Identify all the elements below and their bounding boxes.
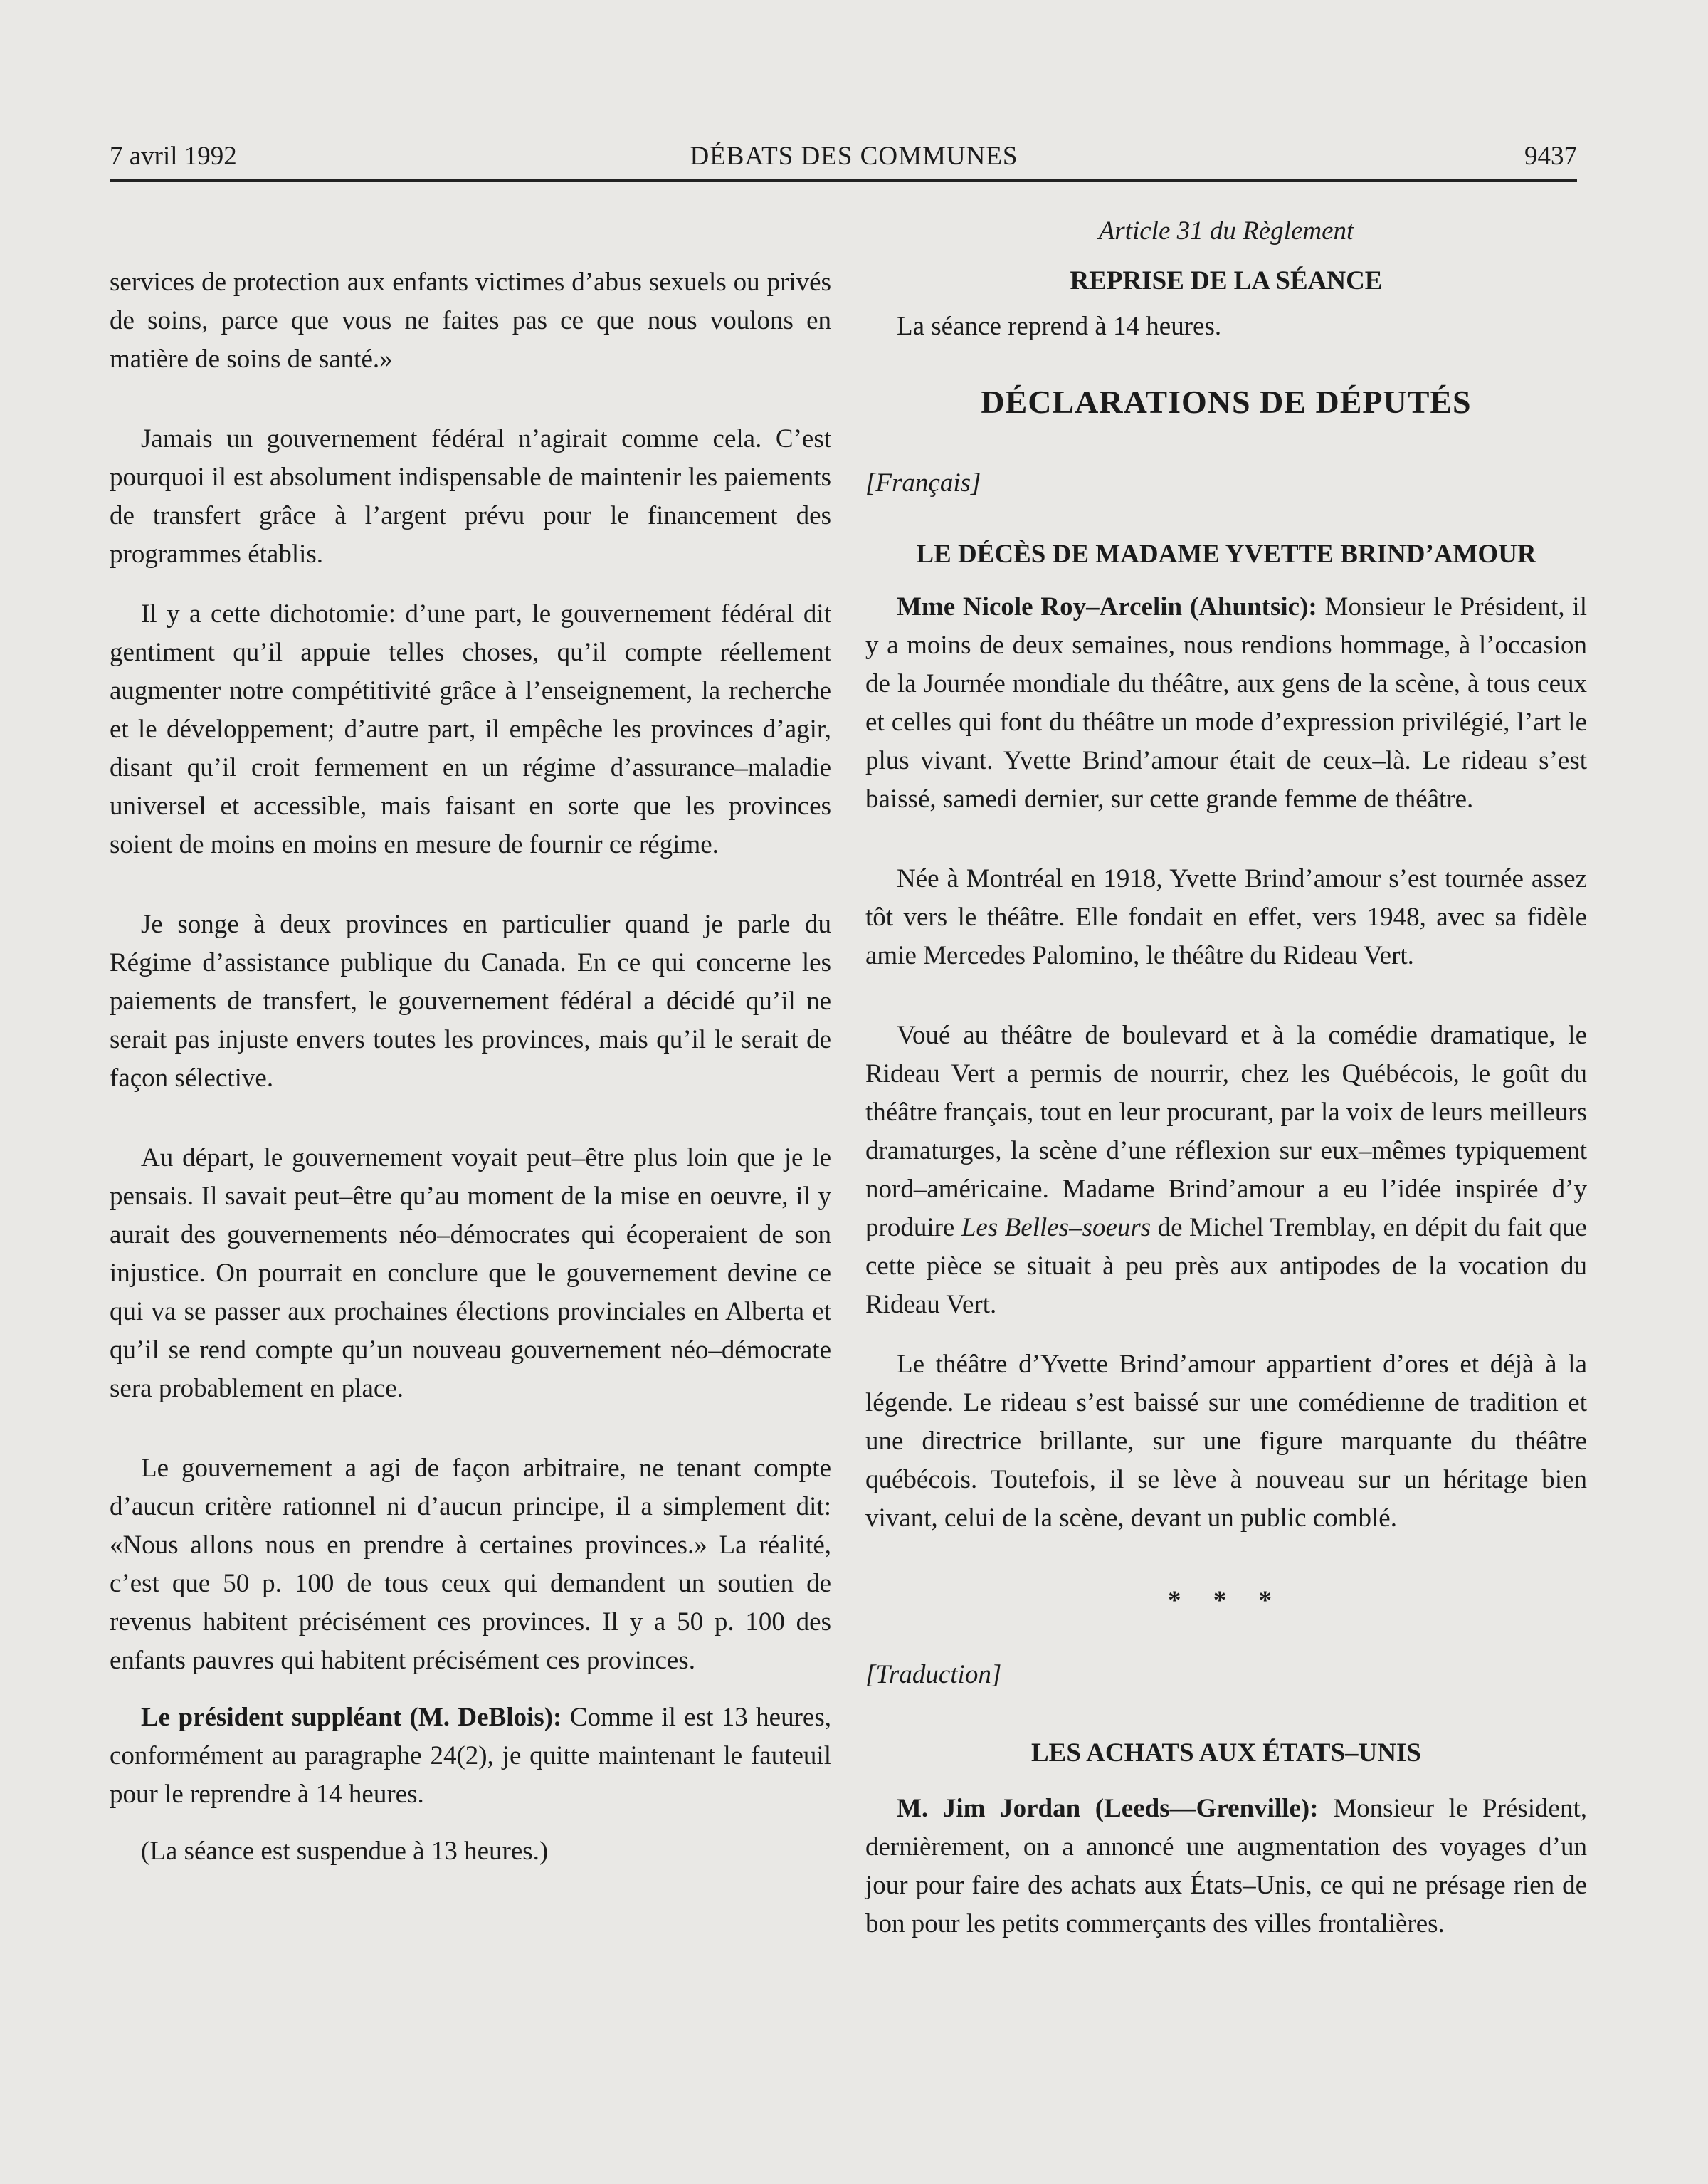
speaker-name: Le président suppléant (M. DeBlois): [141, 1703, 562, 1732]
paragraph: Le théâtre d’Yvette Brind’amour appartient d’ores et déjà à la légende. Le rideau s’est baissé sur une comédienne de tradition et une directrice brillante, sur une figure marquante du théâtre québécois. Toutefois, il se lève à nouveau sur un héritage bien vivant, celui de la scène, devant un public comblé. [865, 1350, 1587, 1533]
paragraph-text: Voué au théâtre de boulevard et à la comédie dramatique, le Rideau Vert a permis de nourrir, chez les Québécois, le goût du théâtre français, tout en leur procurant, par la voix de leurs meilleurs dramaturges, la scène d’une réflexion sur eux–mêmes typiquement nord–américaine. Madame Brind’amour a eu l’idée inspirée d’y produire [865, 1021, 1588, 1242]
section-heading: LES ACHATS AUX ÉTATS–UNIS [1031, 1738, 1421, 1768]
language-tag: [Traduction] [865, 1660, 1002, 1689]
speaker-name: Mme Nicole Roy–Arcelin (Ahuntsic): [897, 592, 1317, 621]
procedural-note: (La séance est suspendue à 13 heures.) [141, 1837, 549, 1866]
paragraph: La séance reprend à 14 heures. [897, 312, 1222, 341]
speech-text: Monsieur le Président, dernièrement, on a annoncé une augmentation des voyages d’un jour pour faire des achats aux États–Unis, ce qui ne présage rien de bon pour les petits commerçants des villes frontalières. [865, 1794, 1587, 1938]
paragraph-text: de Michel Tremblay, en dépit du fait que cette pièce se situait à peu près aux antipodes de la vocation du Rideau Vert. [865, 1213, 1587, 1319]
left-column [110, 263, 831, 1871]
header-title: DÉBATS DES COMMUNES [690, 142, 1018, 171]
paragraph: Jamais un gouvernement fédéral n’agirait comme cela. C’est pourquoi il est absolument indispensable de maintenir les paiements de transfert grâce à l’argent prévu pour le financement des programmes établis. [110, 424, 831, 569]
paragraph [865, 1017, 1587, 1324]
speech-text: Comme il est 13 heures, conformément au paragraphe 24(2), je quitte maintenant le fauteuil pour le reprendre à 14 heures. [110, 1703, 832, 1809]
section-heading: LE DÉCÈS DE MADAME YVETTE BRIND’AMOUR [916, 540, 1536, 569]
speech-text: Monsieur le Président, il y a moins de deux semaines, nous rendions hommage, à l’occasion de la Journée mondiale du théâtre, aux gens de la scène, à tous ceux et celles qui font du théâtre un mode d’expression privilégié, l’art le plus vivant. Yvette Brind’amour était de ceux–là. Le rideau s’est baissé, samedi dernier, sur cette grande femme de théâtre. [865, 592, 1587, 814]
speech-paragraph [865, 588, 1587, 819]
paragraph: Je songe à deux provinces en particulier quand je parle du Régime d’assistance publique du Canada. En ce qui concerne les paiements de transfert, le gouvernement fédéral a décidé qu’il ne serait pas injuste envers toutes les provinces, mais qu’il le serait de façon sélective. [110, 910, 831, 1093]
header-rule [110, 179, 1577, 182]
paragraph: Née à Montréal en 1918, Yvette Brind’amour s’est tournée assez tôt vers le théâtre. Elle fondait en effet, vers 1948, avec sa fidèle amie Mercedes Palomino, le théâtre du Rideau Vert. [865, 864, 1587, 970]
paragraph: Le gouvernement a agi de façon arbitraire, ne tenant compte d’aucun critère rationnel ni d’aucun principe, il a simplement dit: «Nous allons nous en prendre à certaines provinces.» La réalité, c’est que 50 p. 100 de tous ceux qui demandent un soutien de revenus habitent précisément ces provinces. Il y a 50 p. 100 des enfants pauvres qui habitent précisément ces provinces. [110, 1454, 831, 1675]
language-tag: [Français] [865, 468, 981, 498]
speech-paragraph [110, 1699, 831, 1814]
work-title: Les Belles–soeurs [961, 1213, 1151, 1242]
section-separator: * * * [1168, 1586, 1285, 1615]
speech-paragraph [865, 1790, 1587, 1943]
paragraph: Il y a cette dichotomie: d’une part, le gouvernement fédéral dit gentiment qu’il appuie telles choses, qu’il compte réellement augmenter notre compétitivité grâce à l’enseignement, la recherche et le développement; d’autre part, il empêche les provinces d’agir, disant qu’il croit fermement en un régime d’assurance–maladie universel et accessible, mais faisant en sorte que les provinces soient de moins en moins en mesure de fournir ce régime. [110, 599, 831, 859]
paragraph: Au départ, le gouvernement voyait peut–être plus loin que je le pensais. Il savait peut–être qu’au moment de la mise en oeuvre, il y aurait des gouvernements néo–démocrates qui écoperaient de son injustice. On pourrait en conclure que le gouvernement devine ce qui va se passer aux prochaines élections provinciales en Alberta et qu’il se rend compte qu’un nouveau gouvernement néo–démocrate sera probablement en place. [110, 1143, 831, 1403]
speaker-name: M. Jim Jordan (Leeds—Grenville): [897, 1794, 1319, 1823]
section-heading: DÉCLARATIONS DE DÉPUTÉS [981, 384, 1472, 420]
right-column [865, 212, 1587, 1943]
article-note: Article 31 du Règlement [1098, 216, 1354, 246]
page-number: 9437 [1524, 142, 1577, 171]
paragraph: services de protection aux enfants victimes d’abus sexuels ou privés de soins, parce que vous ne faites pas ce que nous voulons en matière de soins de santé.» [110, 268, 831, 374]
section-heading: REPRISE DE LA SÉANCE [1070, 266, 1383, 295]
header-date: 7 avril 1992 [110, 142, 237, 171]
